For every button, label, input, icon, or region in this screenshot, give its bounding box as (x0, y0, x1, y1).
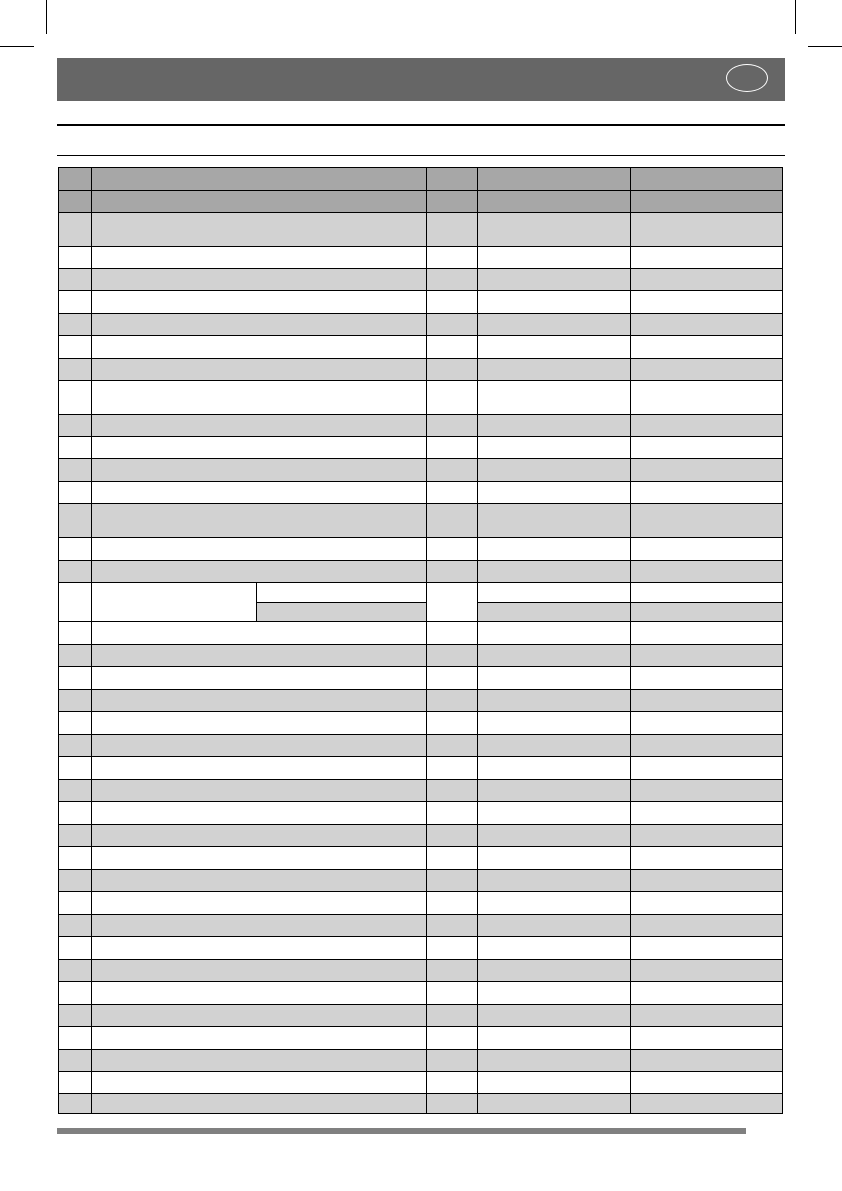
header-col-value-a (478, 168, 631, 191)
table-row (59, 1094, 783, 1114)
table-row (59, 802, 783, 825)
table-row-split (59, 583, 783, 603)
table-row (59, 915, 783, 937)
table-row (59, 1005, 783, 1027)
table-row (59, 757, 783, 780)
header-col-value-b (631, 168, 783, 191)
table-row (59, 359, 783, 381)
table-row (59, 1072, 783, 1094)
section-rule-bottom (57, 155, 785, 156)
table-header-row (59, 168, 783, 191)
specification-table (58, 167, 783, 1114)
table-row (59, 825, 783, 847)
table-row (59, 712, 783, 735)
crop-mark-top-right (808, 46, 842, 47)
crop-mark-top-left-v (46, 0, 47, 34)
table-row (59, 381, 783, 415)
table-row (59, 1027, 783, 1050)
table-row (59, 622, 783, 645)
table-row (59, 645, 783, 667)
table-row (59, 459, 783, 482)
table-row (59, 982, 783, 1005)
table-row (59, 937, 783, 960)
table-row (59, 247, 783, 269)
table-row (59, 437, 783, 459)
header-col-no (59, 168, 92, 191)
footer-bar (57, 1128, 746, 1134)
table-row (59, 847, 783, 870)
table-row (59, 538, 783, 561)
table-row (59, 336, 783, 359)
header-col-description (92, 168, 427, 191)
table-row (59, 482, 783, 504)
table-section-row (59, 191, 783, 213)
table-row (59, 667, 783, 690)
table-row (59, 213, 783, 247)
table-row (59, 892, 783, 915)
table-row (59, 561, 783, 583)
table-row (59, 870, 783, 892)
table-row (59, 735, 783, 757)
table-row (59, 1050, 783, 1072)
table-row (59, 314, 783, 336)
crop-mark-top-right-v (795, 0, 796, 34)
header-col-unit (427, 168, 478, 191)
language-badge (726, 64, 768, 92)
header-banner (57, 58, 785, 101)
table-row (59, 269, 783, 291)
table-row (59, 504, 783, 538)
table-row (59, 960, 783, 982)
section-rule-top (57, 124, 785, 126)
table-row (59, 291, 783, 314)
table-row (59, 690, 783, 712)
table-row (59, 415, 783, 437)
table-row (59, 780, 783, 802)
crop-mark-top-left (0, 46, 34, 47)
